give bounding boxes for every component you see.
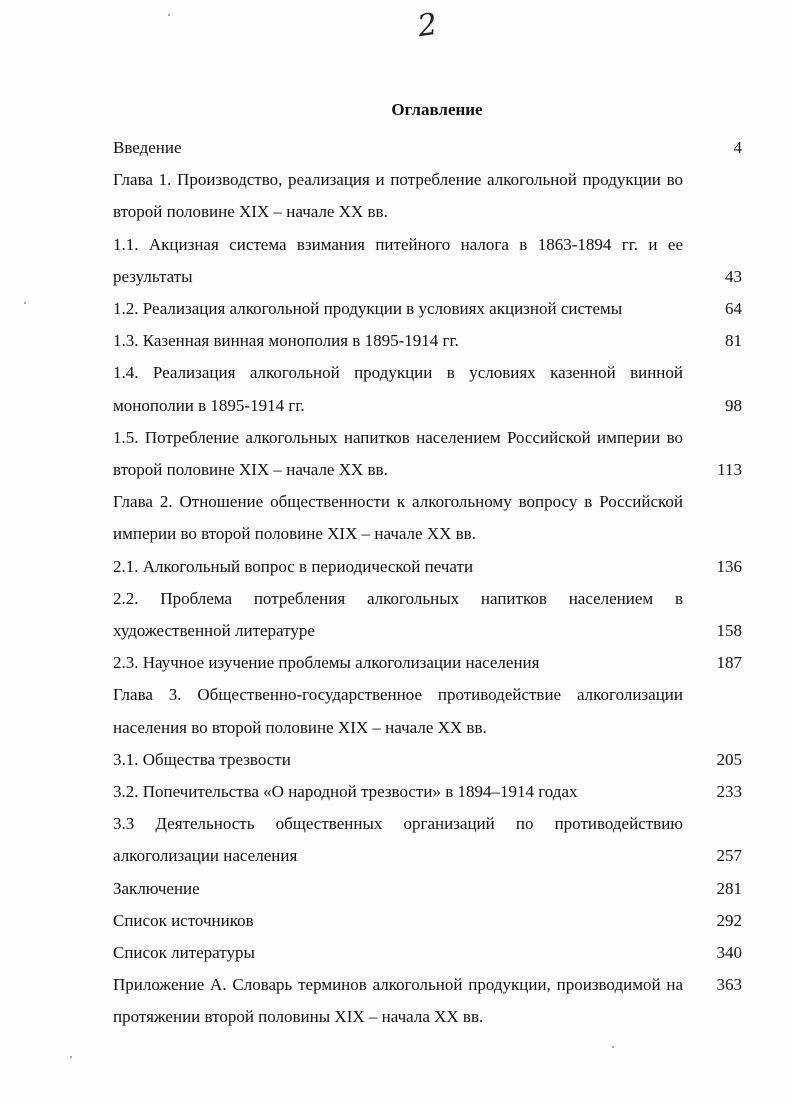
toc-entry-page: 158 — [716, 621, 742, 641]
toc-title: Оглавление — [391, 100, 483, 119]
toc-entry-1-1 — [113, 229, 745, 293]
toc-entry-page: 187 — [716, 653, 742, 673]
toc-entry-3-3 — [113, 808, 745, 872]
toc-entry-1-5 — [113, 422, 745, 486]
toc-entry-literature — [113, 937, 745, 969]
scan-speck — [70, 1056, 72, 1058]
toc-entry-text: 3.3 Деятельность общественных организаций по противодействию алкоголизации населения — [113, 814, 683, 866]
toc-entry-chapter-1 — [113, 164, 745, 228]
toc-entry-sources — [113, 905, 745, 937]
toc-entry-chapter-3 — [113, 679, 745, 743]
toc-entry-page: 4 — [733, 138, 742, 157]
toc-entry-2-1 — [113, 551, 745, 583]
toc-entry-text: 1.3. Казенная винная монополия в 1895-1914 гг. — [113, 331, 459, 351]
toc-entry-3-1 — [113, 744, 745, 776]
toc-entry-page: 292 — [716, 910, 742, 930]
toc-entry-text: Глава 3. Общественно-государственное противодействие алкоголизации населения во второй половине XIX – начале XX вв. — [113, 685, 683, 737]
toc-entry-chapter-2 — [113, 486, 745, 550]
toc-entry-2-3 — [113, 647, 745, 679]
toc-entry-text: Введение — [113, 138, 182, 157]
toc-entry-text: Список литературы — [113, 943, 255, 963]
toc-entry-page: 363 — [716, 975, 742, 995]
scan-speck — [168, 14, 170, 16]
toc-entry-appendix-a — [113, 969, 745, 1033]
toc-entry-page: 113 — [717, 460, 742, 480]
table-of-contents — [113, 132, 745, 1034]
toc-entry-page: 205 — [716, 749, 742, 769]
toc-entry-page: 43 — [725, 266, 742, 286]
toc-entry-text: Глава 2. Отношение общественности к алкогольному вопросу в Российской империи во второй половине XIX – начале XX вв. — [113, 492, 683, 544]
toc-entry-text: 2.3. Научное изучение проблемы алкоголизации населения — [113, 653, 540, 673]
toc-entry-page: 81 — [725, 331, 742, 351]
toc-entry-text: Список источников — [113, 910, 254, 930]
toc-entry-page: 98 — [725, 395, 742, 415]
toc-entry-page: 136 — [716, 556, 742, 576]
toc-entry-text: 1.1. Акцизная система взимания питейного налога в 1863-1894 гг. и ее результаты — [113, 234, 683, 286]
toc-entry-text: 3.2. Попечительства «О народной трезвости» в 1894–1914 годах — [113, 782, 578, 802]
toc-entry-text: Приложение А. Словарь терминов алкогольной продукции, производимой на протяжении второй половины XIX – начала XX вв. — [113, 975, 683, 1027]
toc-entry-text: 2.2. Проблема потребления алкогольных напитков населением в художественной литературе — [113, 588, 683, 641]
toc-entry-3-2 — [113, 776, 745, 808]
scan-speck — [24, 302, 26, 304]
scan-speck — [612, 1046, 614, 1048]
toc-entry-1-2 — [113, 293, 745, 325]
toc-entry-page: 233 — [716, 782, 742, 802]
toc-entry-introduction — [113, 132, 745, 164]
toc-entry-text: 1.5. Потребление алкогольных напитков населением Российской империи во второй половине XIX – начале XX вв. — [113, 427, 683, 480]
toc-entry-1-3 — [113, 325, 745, 357]
toc-entry-text: Глава 1. Производство, реализация и потребление алкогольной продукции во второй половине XIX – начале XX вв. — [113, 170, 683, 222]
toc-entry-page: 281 — [716, 878, 742, 898]
toc-entry-page: 257 — [716, 846, 742, 866]
toc-entry-conclusion — [113, 873, 745, 905]
toc-entry-page: 64 — [725, 299, 742, 319]
toc-entry-text: 1.2. Реализация алкогольной продукции в условиях акцизной системы — [113, 299, 623, 319]
toc-entry-text: Заключение — [113, 878, 200, 898]
toc-entry-1-4 — [113, 357, 745, 421]
toc-entry-2-2 — [113, 583, 745, 647]
toc-entry-page: 340 — [716, 943, 742, 963]
toc-entry-text: 1.4. Реализация алкогольной продукции в условиях казенной винной монополии в 1895-1914 гг. — [113, 363, 683, 415]
handwritten-page-number: 2 — [415, 6, 440, 45]
toc-entry-text: 2.1. Алкогольный вопрос в периодической печати — [113, 556, 474, 576]
toc-entry-text: 3.1. Общества трезвости — [113, 749, 291, 769]
